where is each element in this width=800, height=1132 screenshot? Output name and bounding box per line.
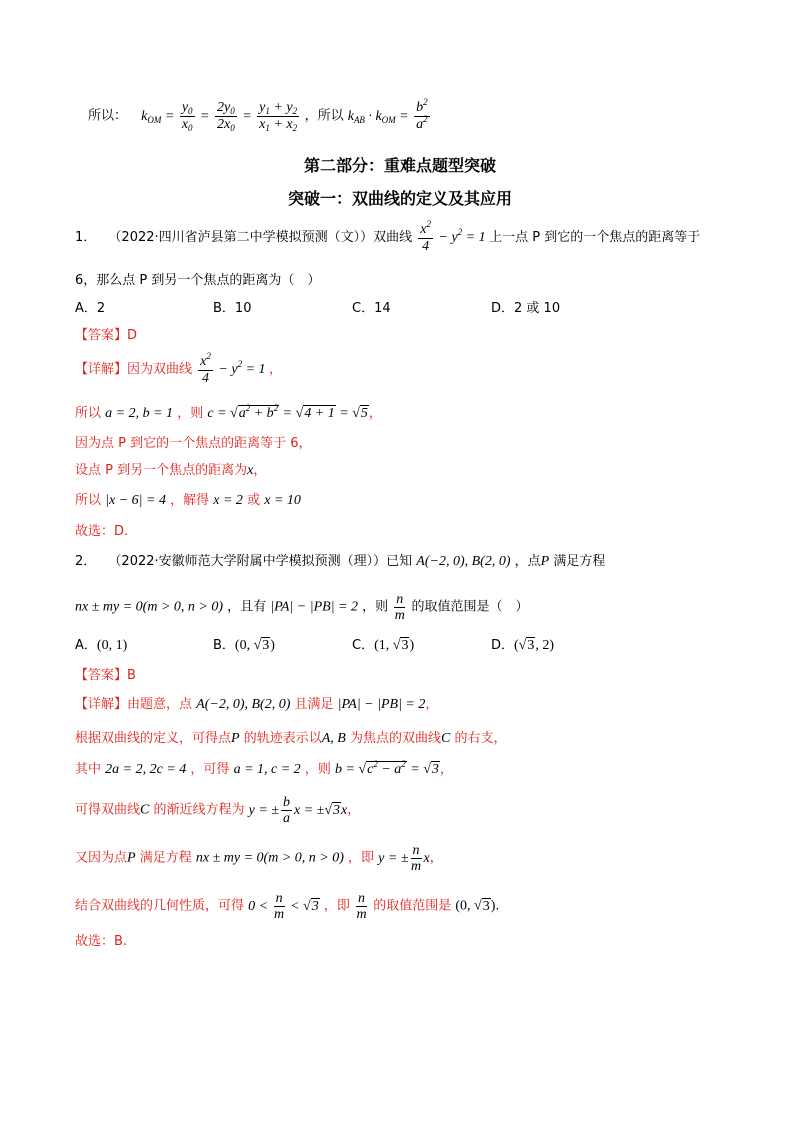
q2-detail-6: 结合双曲线的几何性质，可得 0 < $\frac{n}{m}$ < √3 ，即 $\frac{n}{m}$ 的取值范围是 (0, √3). bbox=[75, 891, 500, 922]
q2-d4a: 可得双曲线 bbox=[75, 802, 141, 818]
q1-option-a: A．2 bbox=[75, 301, 106, 316]
q2-detail-5: 又因为点P 满足方程 nx ± my = 0(m > 0, n > 0) ，即 y = ± $\frac{n}{m}$ x， bbox=[75, 843, 443, 874]
q2-d3a: 其中 bbox=[75, 762, 102, 777]
q1-d5-text: 所以 bbox=[75, 493, 102, 508]
q1-detail-4: 设点 P 到另一个焦点的距离为x， bbox=[75, 463, 267, 478]
q1-c-value: $c = √a^2 + b^2 = √4 + 1 = √5$ bbox=[207, 403, 368, 421]
q1-d4-text: 设点 P 到另一个焦点的距离为 bbox=[75, 463, 248, 478]
q2-option-d: D．(√3, 2) bbox=[491, 638, 555, 653]
q1-d5-solve: ，解得 bbox=[170, 493, 210, 508]
formula-k-product: $k_{AB} \cdot k_{OM}$ = $\frac{b^2}{a^2}$ bbox=[347, 97, 428, 132]
q2-stem2a: ，且有 bbox=[227, 599, 267, 615]
q1-detail-2: 所以 a = 2, b = 1 ，则 $c = √a^2 + b^2 = √4 + 1 = √5$， bbox=[75, 403, 382, 421]
q2-option-b: B．(0, √3) bbox=[213, 638, 275, 653]
q2-number: 2． bbox=[75, 554, 97, 569]
q2-stem-a: ，点 bbox=[514, 554, 541, 569]
q1-option-d: D．2 或 10 bbox=[491, 301, 561, 316]
intro-label: 所以： bbox=[88, 108, 128, 124]
q1-detail-6: 故选：D. bbox=[75, 524, 129, 539]
q2-points: A(−2, 0), B(2, 0) bbox=[416, 554, 511, 569]
q1-hyperbola: $\frac{x^2}{4}$ − $y^2 = 1$ bbox=[420, 219, 490, 254]
q2-stem-b: 满足方程 bbox=[553, 554, 606, 569]
q1-number: 1． bbox=[75, 230, 97, 246]
q2-stem2c: 的取值范围是（ ） bbox=[411, 599, 529, 615]
formula-k-om: $k_{OM}$ = $\frac{y_0}{x_0}$ = $\frac{2y_0}{2x_0}$ = $\frac{y_1 + y_2}{x_1 + x_2}$ bbox=[141, 100, 298, 133]
section-heading: 突破一：双曲线的定义及其应用 bbox=[287, 189, 512, 208]
q1-answer: 【答案】D bbox=[75, 328, 138, 343]
q1-ab-values: a = 2, b = 1 bbox=[105, 406, 174, 421]
q2-detail-2: 根据双曲线的定义，可得点P 的轨迹表示以A, B 为焦点的双曲线C 的右支， bbox=[75, 731, 507, 746]
q2-source: （2022·安徽师范大学附属中学模拟预测（理））已知 bbox=[108, 554, 413, 569]
q2-detail-label: 【详解】 bbox=[75, 697, 128, 712]
q1-d2-text: 所以 bbox=[75, 406, 102, 421]
q2-d1b: 且满足 bbox=[294, 697, 334, 712]
q2-detail-1: 【详解】由题意，点 A(−2, 0), B(2, 0) 且满足 |PA| − |PB| = 2， bbox=[75, 697, 439, 712]
q2-d5b: 满足方程 bbox=[139, 850, 192, 866]
q2-d3b: ，可得 bbox=[190, 762, 230, 777]
intro-line bbox=[88, 97, 432, 133]
q1-x10: x = 10 bbox=[264, 493, 301, 508]
q1-x2: x = 2 bbox=[213, 493, 243, 508]
q2-detail-3: 其中 2a = 2, 2c = 4 ，可得 a = 1, c = 2 ，则 $b = √c^2 - a^2 = √3$， bbox=[75, 759, 453, 777]
q2-stem2b: ，则 bbox=[362, 599, 389, 615]
q2-d2b: 的轨迹表示以 bbox=[243, 731, 322, 746]
q1-detail-3: 因为点 P 到它的一个焦点的距离等于 6， bbox=[75, 436, 312, 451]
q2-d1a: 由题意，点 bbox=[127, 697, 193, 712]
q2-d5a: 又因为点 bbox=[75, 850, 128, 866]
q1-d5-or: 或 bbox=[247, 493, 261, 508]
q1-abs-eq: |x − 6| = 4 bbox=[105, 493, 166, 508]
q1-d2-then: ，则 bbox=[177, 406, 204, 421]
q2-d3c: ，则 bbox=[304, 762, 331, 777]
q1-stem-tail: 上一点 P 到它的一个焦点的距离等于 bbox=[489, 230, 701, 246]
q2-detail-4: 可得双曲线C 的渐近线方程为 y = ± $\frac{b}{a}$ x = ±√3x， bbox=[75, 795, 361, 826]
q2-equation: nx ± my = 0(m > 0, n > 0) bbox=[75, 599, 223, 615]
q2-d2a: 根据双曲线的定义，可得点 bbox=[75, 731, 232, 746]
q2-d2d: 的右支， bbox=[454, 731, 507, 746]
q1-source: （2022·四川省泸县第二中学模拟预测（文））双曲线 bbox=[108, 230, 413, 246]
q2-d2c: 为焦点的双曲线 bbox=[349, 731, 441, 746]
q2-d5c: ，即 bbox=[348, 850, 375, 866]
q1-detail-5 bbox=[75, 489, 301, 509]
q1-detail-text: 因为双曲线 bbox=[127, 362, 193, 378]
q2-d6c: 的取值范围是 bbox=[373, 898, 452, 914]
q2-d6b: ，即 bbox=[323, 898, 350, 914]
q1-detail-hyperbola: $\frac{x^2}{4}$ − $y^2 = 1$ bbox=[200, 351, 270, 386]
q1-detail-label: 【详解】 bbox=[75, 362, 128, 378]
q1-detail-1: 【详解】因为双曲线 $\frac{x^2}{4}$ − $y^2 = 1$ ， bbox=[75, 351, 283, 386]
q2-answer: 【答案】B bbox=[75, 668, 136, 683]
q1-option-b: B．10 bbox=[213, 301, 252, 316]
q1-stem bbox=[75, 219, 701, 254]
intro-label-2: ，所以 bbox=[304, 108, 344, 124]
q1-option-c: C．14 bbox=[352, 301, 391, 316]
q2-stem: 2． （2022·安徽师范大学附属中学模拟预测（理））已知 A(−2, 0), B(2, 0) ，点P 满足方程 bbox=[75, 554, 606, 569]
q2-d6a: 结合双曲线的几何性质，可得 bbox=[75, 898, 245, 914]
q2-condition: |PA| − |PB| = 2 bbox=[270, 599, 358, 615]
q2-detail-7: 故选：B. bbox=[75, 934, 128, 949]
q2-option-c: C．(1, √3) bbox=[352, 638, 415, 653]
part-heading: 第二部分：重难点题型突破 bbox=[303, 156, 496, 175]
q2-d4b: 的渐近线方程为 bbox=[153, 802, 245, 818]
q2-ratio: $\frac{n}{m}$ bbox=[394, 592, 405, 623]
q1-stem-line2: 6，那么点 P 到另一个焦点的距离为（ ） bbox=[75, 273, 321, 288]
q2-option-a: A．(0, 1) bbox=[75, 638, 128, 653]
q2-stem-line2 bbox=[75, 592, 528, 623]
